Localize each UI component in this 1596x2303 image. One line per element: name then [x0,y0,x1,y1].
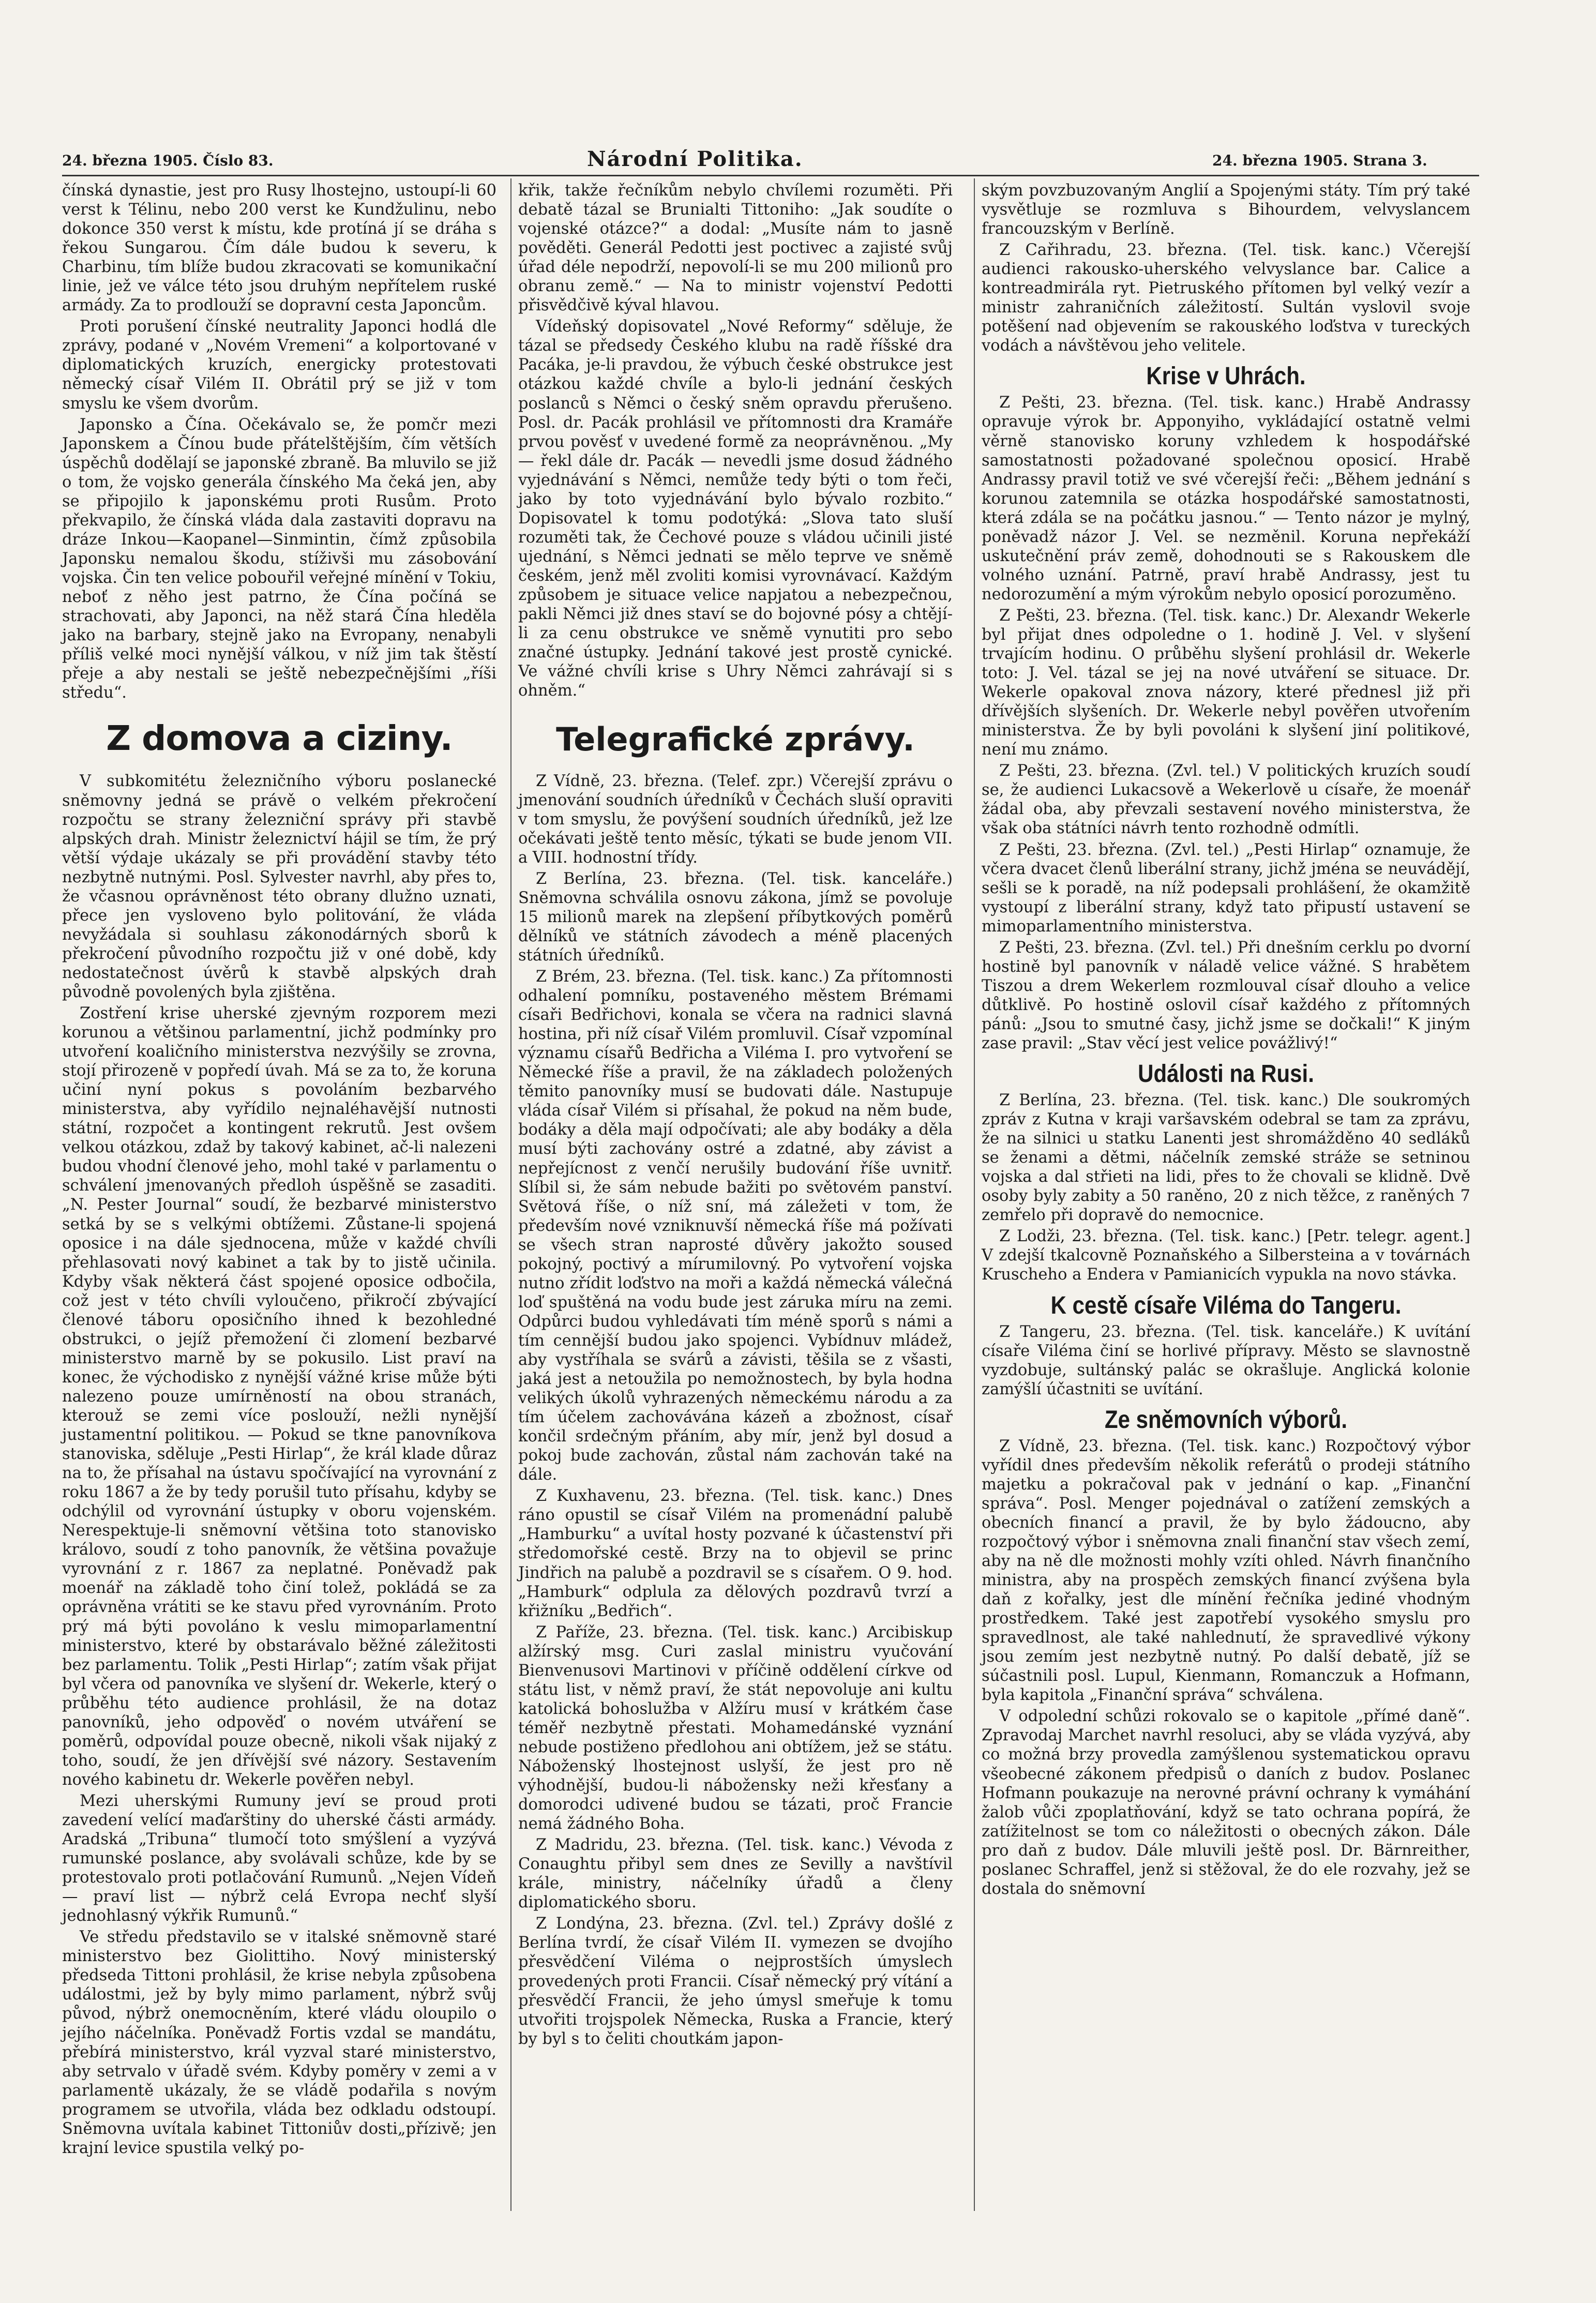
article-paragraph: V subkomitétu železničního výboru poslanecké sněmovny jedná se právě o velkém překročení rozpočtu se strany železniční správy při stavbě alpských drah. Ministr železnictví hájil se tím, že prý větší výdaje ukázaly se při provádění stavby této nezbytně nutnými. Posl. Sylvester navrhl, aby přes to, že včasnou oprávněnost této obrany dlužno uznati, přece jen vysloveno bylo politování, že vláda nevyžádala si souhlasu zákonodárných sborů k překročení původního rozpočtu již v oné době, kdy nedostatečnost úvěrů k stavbě alpských drah původně povolených byla zjištěna. [62,772,496,1001]
telegram-paragraph: V odpolední schůzi rokovalo se o kapitole „přímé daně“. Zpravodaj Marchet navrhl resoluci, aby se vláda vyzývá, aby co možná brzy provedla zamýšlenou systematickou opravu všeobecné zákonem předpisů o daních z budov. Poslanec Hofmann poukazuje na nerovné právní ochrany k vymáhání žalob vůči zpoplatňování, když se tato ochrana popírá, že zatížitelnost se tom co náležitosti o obecných zákon. Dále pro daň z budov. Dále mluvili ještě posl. Dr. Bärnreither, poslanec Schraffel, jenž si stěžoval, že do ele rozvahy, jež se dostala do sněmovní [982,1707,1470,1898]
telegram-paragraph: Z Cařihradu, 23. března. (Tel. tisk. kanc.) Včerejší audienci rakousko-uherského velvyslance bar. Calice a kontreadmirála ryt. Pietruského přítomen byl velký vezír a ministr zahraničních záležitostí. Sultán vyslovil svoje potěšení nad objevením se rakouského loďstva v tureckých vodách a návštěvou jeho velitele. [982,241,1470,355]
masthead-title: Národní Politika. [587,147,803,171]
column-divider [974,178,975,2211]
section-heading: Ze sněmovních výborů. [1104,1405,1348,1434]
section-heading: K cestě císaře Viléma do Tangeru. [1050,1290,1402,1319]
header-rule [62,175,1479,176]
telegram-paragraph: Z Pešti, 23. března. (Tel. tisk. kanc.) Dr. Alexandr Wekerle byl přijat dnes odpoledne o 1. hodině J. Vel. v slyšení trvajícím hodinu. O průběhu slyšení prohlásil dr. Wekerle toto: J. Vel. tázal se jej na nové utváření se situace. Dr. Wekerle opakoval znova názory, které přednesl již při dřívějších slyšeních. Dr. Wekerle nebyl pověřen utvořením ministerstva. Že by byli povoláni k slyšení jiní politikové, není mu známo. [982,606,1470,759]
header-date-number: 24. března 1905. Číslo 83. [62,152,274,169]
column-2 [518,181,953,2051]
section-heading: Telegrafické zprávy. [556,720,915,759]
telegram-paragraph: Z Tangeru, 23. března. (Tel. tisk. kanceláře.) K uvítání císaře Viléma činí se horlivé přípravy. Město se slavnostně vyzdobuje, sultánský palác se okrašluje. Anglická kolonie zamýšlí účastniti se uvítání. [982,1322,1470,1398]
column-1 [62,181,496,2160]
telegram-paragraph: Z Londýna, 23. března. (Zvl. tel.) Zprávy došlé z Berlína tvrdí, že císař Vilém II. vymezen se dvojího přesvědčení Viléma o nejprostších úmyslech provedených proti Francii. Císař německý prý vítání a přesvědčí Francii, že jeho úmysl smeřuje k tomu utvořiti trojspolek Německa, Ruska a Francie, který by byl s to čeliti choutkám japon- [518,1915,953,2048]
article-paragraph: Japonsko a Čína. Očekávalo se, že pomčr mezi Japonskem a Čínou bude přátelštějším, čím větších úspěchů dodělají se japonské zbraně. Ba mluvilo se již o tom, že vojsko generála čínského Ma čeká jen, aby se připojilo k japonskému proti Rusům. Proto překvapilo, že čínská vláda dala zastaviti dopravu na dráze Inkou—Kaopanel—Sinmintin, čímž způsobila Japonsku nemalou škodu, stíživši mu zásobování vojska. Čin ten velice pobouřil veřejné mínění v Tokiu, neboť z něho jest patrno, že Čína počíná se strachovati, aby Japonci, na něž stará Čína hleděla jako na barbary, stejně jako na Evropany, nenabyli příliš velké moci nynější válkou, v níž jim tak štěstí přeje a aby nestali se ještě nebezpečnějšími „říši středu“. [62,415,496,702]
telegram-paragraph: Z Vídně, 23. března. (Tel. tisk. kanc.) Rozpočtový výbor vyřídil dnes především několik referátů o prodeji státního majetku a pokračoval pak v jednání o kap. „Finanční správa“. Posl. Menger pojednával o zatížení zemských a obecních financí a pravil, že by bylo žádoucno, aby rozpočtový výbor i sněmovna znali finanční stav všech zemí, aby na ně dle možnosti mohly vzíti ohled. Návrh finančního ministra, aby na prospěch zemských financí zvýšena byla daň z kořalky, jest dle mínění řečníka jediné vhodným prostředkem. Také jest zapotřebí vysokého smyslu pro spravedlnost, ale také nahlednutí, že spravedlivé výkony jsou zemím jest nezbytně nutný. Po další debatě, jíž se súčastnili posl. Lupul, Kienmann, Romanczuk a Hofmann, byla kapitola „Finanční správa“ schválena. [982,1437,1470,1705]
article-paragraph: křik, takže řečníkům nebylo chvílemi rozuměti. Při debatě tázal se Brunialti Tittoniho: „Jak soudíte o vojenské otázce?“ a dodal: „Musíte nám to jasně pověděti. Generál Pedotti jest poctivec a zajisté svůj úřad déle nepodrží, nepovolí-li se mu 200 milionů pro obranu země.“ — Na to ministr vojenství Pedotti přisvědčivě kýval hlavou. [518,182,953,315]
article-paragraph: Proti porušení čínské neutrality Japonci hodlá dle zprávy, podané v „Novém Vremeni“ a kolportované v diplomatických kruzích, energicky protestovati německý císař Vilém II. Obrátil prý se již v tom smyslu ke všem dvorům. [62,318,496,413]
article-paragraph: Vídeňský dopisovatel „Nové Reformy“ sděluje, že tázal se předsedy Českého klubu na radě říšské dra Pacáka, je-li pravdou, že výbuch české obstrukce jest otázkou každé chvíle a bylo-li jednání českých poslanců s Němci o český sněm opravdu přerušeno. Posl. dr. Pacák prohlásil ve přítomnosti dra Kramáře prvou pověsť v uvedené formě za neoprávněnou. „My — řekl dále dr. Pacák — nevedli jsme dosud žádného vyjednávání s Němci, nemůže tedy býti o tom řeči, jako by toto vyjednávání bylo bývalo rozbito.“ Dopisovatel k tomu podotýká: „Slova tato sluší rozuměti tak, že Čechové pouze s vládou učinili jisté ujednání, s Němci jednati se mělo teprve ve sněmě českém, jenž měl zvoliti komisi vyrovnávací. Každým způsobem je situace velice napjatou a nebezpečnou, pakli Němci již dnes staví se do bojovné pósy a chtějí-li za cenu obstrukce ve sněmě vynutiti pro sebo značné ústupky. Jednání takové jest prostě cynické. Ve vážné chvíli krise s Uhry Němci zahrávají si s ohněm.“ [518,318,953,700]
telegram-paragraph: Z Brém, 23. března. (Tel. tisk. kanc.) Za přítomnosti odhalení pomníku, postaveného městem Brémami císaři Bedřichovi, konala se včera na radnici slavná hostina, při níž císař Vilém promluvil. Císař vzpomínal významu císařů Bedřicha a Viléma I. pro vytvoření se Německé říše a pravil, že na základech položených těmito panovníky musí se budovati dále. Nastupuje vláda císař Vilém si přísahal, že pokud na něm bude, bodáky a děla mají odpočívati; ale aby bodáky a děla musí býti zachovány ostré a zdatné, aby závist a nepřejícnost z venčí nerušily budování říše uvnitř. Slíbil si, že sám nebude bažiti po světovém panství. Světová říše, o níž sní, má záležeti v tom, že především nové vzniknuvší německá říše má požívati se všech stran naprosté důvěry jakožto soused pokojný, poctivý a mírumilovný. Po vytvoření vojska nutno zřídit loďstvo na moři a každá německá válečná loď spuštěná na vodu bude jest záruka míru na zemi. Odpůrci budou vyhledávati tím méně sporů s námi a tím cennější budou jako spojenci. Vybídnuv mládež, aby vystříhala se svárů a závisti, těšila se z všasti, jaká jest a netoužila po nemožnostech, by byla hodna velikých úkolů vyhrazených německému národu a za tím účelem zachovávána kázeň a zbožnost, císař končil srdečným přáním, aby mír, jenž byl dosud a pokoj bude zachován, zůstal nám zachován také na dále. [518,968,953,1484]
telegram-paragraph: Z Pešti, 23. března. (Zvl. tel.) Při dnešním cerklu po dvorní hostině byl panovník v náladě velice vážné. S hrabětem Tiszou a drem Wekerlem rozmlouval císař dlouho a velice důtklivě. Po hostině oslovil císař každého z přítomných pánů: „Jsou to smutné časy, jichž jsme se dočkali!“ K jiným zase pravil: „Stav věcí jest velice povážlivý!“ [982,938,1470,1052]
article-paragraph: Mezi uherskými Rumuny jeví se proud proti zavedení velící maďarštiny do uherské části armády. Aradská „Tribuna“ tlumočí toto smýšlení a vyzývá rumunské poslance, aby svolávali schůze, kde by se protestovalo proti potlačování Rumunů. „Nejen Vídeň — praví list — nýbrž celá Evropa nechť slyší jednohlasný výkřik Rumunů.“ [62,1792,496,1925]
telegram-paragraph: Z Berlína, 23. března. (Tel. tisk. kanc.) Dle soukromých zpráv z Kutna v kraji varšavském odebral se tam za zprávu, že na silnici u statku Lanenti jest shromážděno 40 sedláků se ženami a dětmi, náčelník zemské stráže se setninou vojska a dal střieti na lidi, přes to že chovali se klidně. Dvě osoby byly zabity a 50 raněno, 20 z nich těžce, z raněných 7 zemřelo při dopravě do nemocnice. [982,1091,1470,1225]
section-heading: Události na Rusi. [1138,1059,1314,1088]
column-3 [982,181,1470,1901]
telegram-paragraph: Z Vídně, 23. března. (Telef. zpr.) Včerejší zprávu o jmenování soudních úředníků v Čechách sluší opraviti v tom smyslu, že povýšení soudních úředníků, jež lze očekávati ještě tento měsíc, týkati se bude jenom VII. a VIII. hodnostní třídy. [518,772,953,867]
telegram-paragraph: Z Berlína, 23. března. (Tel. tisk. kanceláře.) Sněmovna schválila osnovu zákona, jímž se povoluje 15 milionů marek na zlepšení příbytkových poměrů dělníků ve státních závodech a méně placených státních úředníků. [518,869,953,965]
header-date-page: 24. března 1905. Strana 3. [1212,152,1427,169]
telegram-paragraph: Z Kuxhavenu, 23. března. (Tel. tisk. kanc.) Dnes ráno opustil se císař Vilém na promenádní palubě „Hamburku“ a uvítal hosty pozvané k účastenství při středomořské cestě. Brzy na to objevil se princ Jindřich na palubě a pozdravil se s císařem. O 9. hod. „Hamburk“ odplula za dělových pozdravů tvrzí a křižníku „Bedřich“. [518,1487,953,1620]
article-paragraph: Ve středu představilo se v italské sněmovně staré ministerstvo bez Giolittiho. Nový ministerský předseda Tittoni prohlásil, že krise nebyla způsobena událostmi, jež by byly mimo parlament, nýbrž svůj původ, nýbrž onemocněním, které vládu oloupilo o jejího náčelníka. Poněvadž Fortis vzdal se mandátu, přebírá ministerstvo, král vyzval staré ministerstvo, aby setrvalo v úřadě svém. Kdyby poměry v zemi a v parlamentě ukázaly, že se vládě podařila s novým programem se utvořila, vláda bez odkladu odstoupí. Sněmovna uvítala kabinet Tittoniův dosti„přízivě; jen krajní levice spustila velký po- [62,1928,496,2157]
telegram-paragraph: Z Pešti, 23. března. (Tel. tisk. kanc.) Hrabě Andrassy opravuje výrok br. Apponyiho, vykládající ostatně velmi věrně stanovisko koruny vzhledem k hospodářské samostatnosti požadované společnou oposicí. Hrabě Andrassy pravil totiž ve své včerejší řeči: „Během jednání s korunou zatemnila se otázka hospodářské samostatnosti, která zdála se na počátku jasnou.“ — Tento názor je mylný, poněvadž názor J. Vel. se nezměnil. Koruna nepřekáží uskutečnění práv země, dohodnouti se s Rakouskem dle volného uznání. Patrně, praví hrabě Andrassy, jest tu nedorozumění a mým výrokům nebylo oposicí porozuměno. [982,394,1470,604]
column-divider [510,178,511,2211]
article-paragraph: čínská dynastie, jest pro Rusy lhostejno, ustoupí-li 60 verst k Télinu, nebo 200 verst ke Kundžulinu, nebo dokonce 350 verst k místu, kde protíná jí se dráha s řekou Sungarou. Čím dále budou k severu, k Charbinu, tím blíže budou zkracovati se komunikační linie, jež ve válce této jsou druhým nepřítelem ruské armády. Za to prodlouží se dopravní cesta Japoncům. [62,182,496,315]
telegram-paragraph: Z Madridu, 23. března. (Tel. tisk. kanc.) Vévoda z Conaughtu přibyl sem dnes ze Sevilly a navštívil krále, ministry, náčelníky úřadů a členy diplomatického sboru. [518,1836,953,1912]
page-header [62,147,1479,171]
telegram-paragraph: ským povzbuzovaným Anglií a Spojenými státy. Tím prý také vysvětluje se rozmluva s Bihourdem, velvyslancem francouzským v Berlíně. [982,182,1470,238]
telegram-paragraph: Z Pešti, 23. března. (Zvl. tel.) „Pesti Hirlap“ oznamuje, že včera dvacet členů liberální strany, jichž jména se neuvádějí, sešli se k poradě, na níž podepsali prohlášení, že okamžitě vystoupí z liberální strany, když tato připustí ustavení se mimoparlamentního ministerstva. [982,840,1470,936]
section-heading: Krise v Uhrách. [1146,362,1306,390]
telegram-paragraph: Z Lodži, 23. března. (Tel. tisk. kanc.) [Petr. telegr. agent.] V zdejší tkalcovně Poznaňského a Silbersteina a v továrnách Kruscheho a Endera v Pamianicích vypukla na novo stávka. [982,1227,1470,1284]
telegram-paragraph: Z Paříže, 23. března. (Tel. tisk. kanc.) Arcibiskup alžírský msg. Curi zaslal ministru vyučování Bienvenusovi Martinovi v příčině oddělení církve od státu list, v němž praví, že stát nepovoluje ani kultu katolická bohoslužba v Alžíru musí v krátkém čase téměř nezbytně přestati. Mohamedánské vyznání nebude postiženo předlohou ani obtížem, jež se státu. Náboženský lhostejnost uslyší, že jest pro ně výhodnější, budou-li nábožensky neži křesťany a domorodci udivené budou se tázati, proč Francie nemá žádného Boha. [518,1623,953,1833]
telegram-paragraph: Z Pešti, 23. března. (Zvl. tel.) V politických kruzích soudí se, že audienci Lukacsově a Wekerlově u císaře, že moenář žádal oba, aby převzali sestavení nového ministerstva, že však oba státníci návrh tento rozhodně odmítli. [982,762,1470,838]
section-heading: Z domova a ciziny. [106,718,453,759]
article-paragraph: Zostření krise uherské zjevným rozporem mezi korunou a většinou parlamentní, jichž podmínky pro utvoření koaličního ministerstva nezvýšily se zrovna, stojí přirozeně v popředí úvah. Má se za to, že koruna učiní nyní pokus s povoláním bezbarvého ministerstva, aby vyřídilo nejnaléhavější nutnosti státní, rozpočet a kontingent rekrutů. Jest ovšem velkou otázkou, zdaž by takový kabinet, ač-li nalezeni budou vhodní členové jeho, mohl také v parlamentu o schválení jmenovaných předloh úspěšně se zasaditi. „N. Pester Journal“ soudí, že bezbarvé ministerstvo setká by se s velkými obtížemi. Zůstane-li spojená oposice i na dále sjednocena, může v každé chvíli přehlasovati nový kabinet a tak by to jistě učinila. Kdyby však některá část spojené oposice odbočila, což jest v této chvíli vyloučeno, přikročí zbývající členové táboru oposičního ihned k bezohledné obstrukci, o jejíž přemožení či zlomení bezbarvé ministerstvo marně by se pokusilo. List praví na konec, že východisko z nynější vážné krise může býti nalezeno pouze umírněností na obou stranách, kterouž se zemi více poslouží, nežli nynější justamentní politikou. — Pokud se tkne panovníkova stanoviska, sděluje „Pesti Hirlap“, že král klade důraz na to, že přísahal na ústavu spočívající na vyrovnání z roku 1867 a že by tedy porušil tuto přísahu, kdyby se odchýlil od vyrovnání ústupky v oboru vojenském. Nerespektuje-li sněmovní většina toto stanovisko královo, soudí z toho panovník, že většina považuje vyrovnání z r. 1867 za neplatné. Poněvadž pak moenář na základě toho činí tolež, pokládá se za oprávněna vrátiti se ke stavu před vyrovnáním. Proto prý má býti povoláno k veslu mimoparlamentní ministerstvo, které by obstarávalo běžné záležitosti bez parlamentu. Tolik „Pesti Hirlap“; zatím však přijat byl včera od panovníka ve slyšení dr. Wekerle, který o průběhu této audience prohlásil, že na dotaz panovníků, jeho odpověď o novém utváření se poměrů, odpovídal pouze obecně, nikoli však nijaký z toho, soudí, že jen dřívější své názory. Sestavením nového kabinetu dr. Wekerle pověřen nebyl. [62,1004,496,1789]
